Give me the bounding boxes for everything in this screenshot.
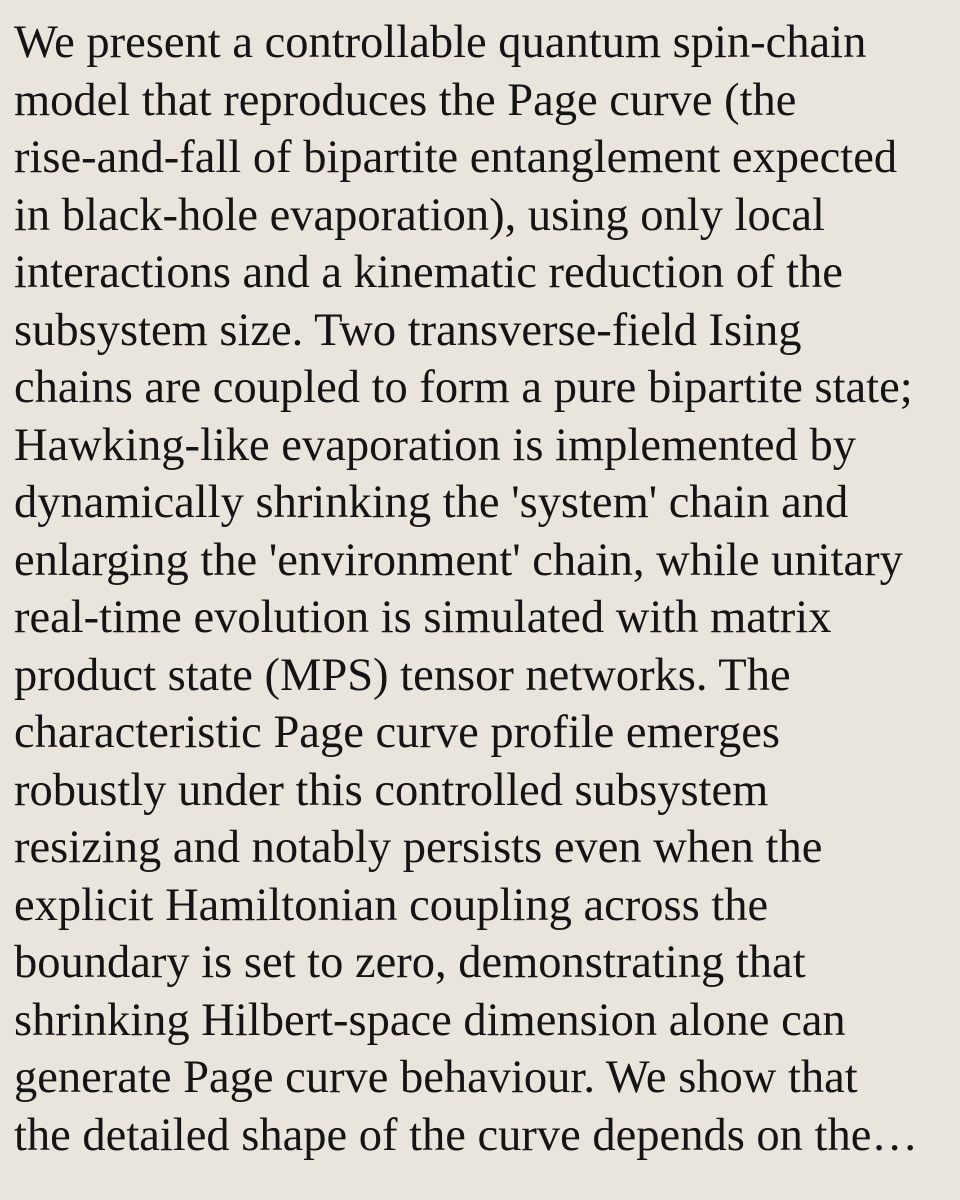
abstract-line: rise-and-fall of bipartite entanglement expected bbox=[14, 132, 898, 183]
abstract-line: robustly under this controlled subsystem bbox=[14, 764, 769, 816]
abstract-line: We present a controllable quantum spin-chain bbox=[14, 17, 867, 68]
abstract-line: resizing and notably persists even when the bbox=[14, 822, 823, 873]
abstract-line: shrinking Hilbert-space dimension alone can bbox=[14, 994, 846, 1046]
abstract-line: the detailed shape of the curve depends on the… bbox=[14, 1109, 918, 1161]
abstract-line: Hawking-like evaporation is implemented by bbox=[14, 419, 856, 471]
abstract-line: enlarging the 'environment' chain, while unitary bbox=[14, 534, 903, 586]
abstract-line: generate Page curve behaviour. We show that bbox=[14, 1052, 858, 1103]
abstract-line: subsystem size. Two transverse-field Ising bbox=[14, 304, 802, 356]
abstract-line: real-time evolution is simulated with matrix bbox=[14, 592, 832, 643]
abstract-line: dynamically shrinking the 'system' chain and bbox=[14, 477, 849, 528]
abstract-line: characteristic Page curve profile emerges bbox=[14, 707, 781, 758]
abstract-line: interactions and a kinematic reduction of the bbox=[14, 247, 843, 298]
abstract-line: model that reproduces the Page curve (the bbox=[14, 74, 797, 126]
abstract-text bbox=[14, 14, 950, 1164]
abstract-line: chains are coupled to form a pure bipartite state; bbox=[14, 362, 913, 413]
abstract-line: explicit Hamiltonian coupling across the bbox=[14, 879, 769, 931]
abstract-line: boundary is set to zero, demonstrating that bbox=[14, 937, 806, 988]
abstract-line: product state (MPS) tensor networks. The bbox=[14, 649, 791, 701]
abstract-line: in black-hole evaporation), using only local bbox=[14, 189, 825, 241]
